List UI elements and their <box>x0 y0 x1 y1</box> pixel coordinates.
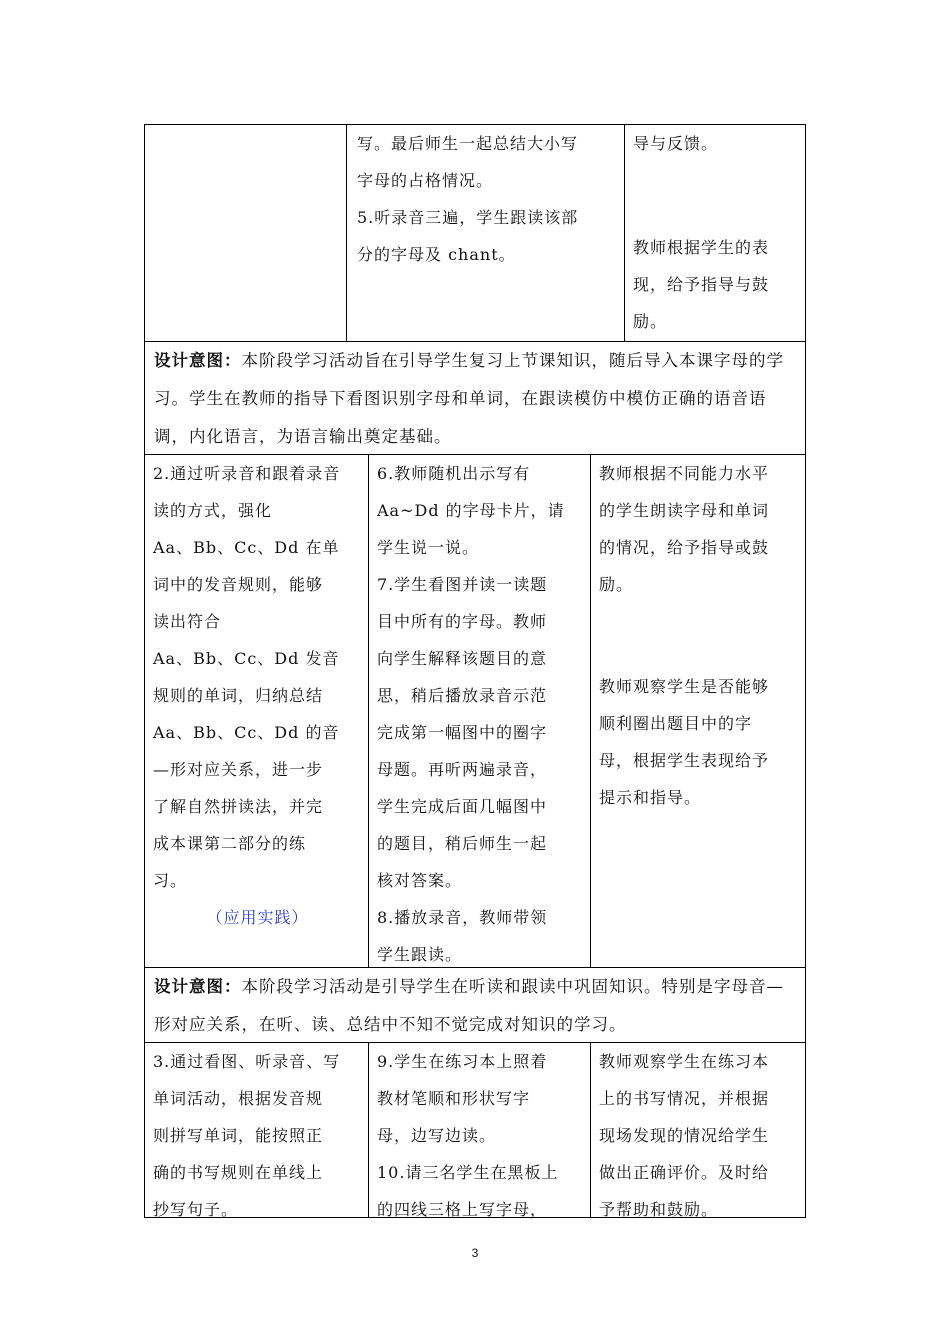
practice-tag: （应用实践） <box>206 908 309 927</box>
goal-cell <box>144 124 347 342</box>
goal-cell <box>144 454 369 968</box>
table-row <box>144 124 806 342</box>
activity-text: 6.教师随机出示写有 Aa~Dd 的字母卡片，请 学生说一说。 7.学生看图并读一读题 目中所有的字母。教师 向学生解释该题目的意 思，稍后播放录音示范 完成第一幅图中的圈字 母题。再听两遍录音， 学生完成后面几幅图中 的题目，稍后师生一起 核对答案。 8.播放录音，教师带领 学生跟读。 <box>377 464 565 964</box>
activity-text: 写。最后师生一起总结大小写 字母的占格情况。 5.听录音三遍，学生跟读该部 分的字母及 chant。 <box>357 134 579 264</box>
table-row <box>144 1042 806 1218</box>
activity-text: 9.学生在练习本上照着 教材笔顺和形状写字 母，边写边读。 10.请三名学生在黑板上 的四线三格上写字母， <box>377 1052 559 1219</box>
assessment-text: 教师根据不同能力水平 的学生朗读字母和单词 的情况，给予指导或鼓 励。 <box>599 464 770 594</box>
design-intent-text: 本阶段学习活动是引导学生在听读和跟读中巩固知识。特别是字母音—形对应关系，在听、读、总结中不知不觉完成对知识的学习。 <box>154 977 784 1034</box>
design-intent-label: 设计意图： <box>154 977 242 996</box>
goal-cell <box>144 1042 369 1218</box>
table-row <box>144 454 806 968</box>
design-intent-row <box>144 967 806 1043</box>
design-intent-text: 本阶段学习活动旨在引导学生复习上节课知识，随后导入本课字母的学习。学生在教师的指导下看图识别字母和单词，在跟读模仿中模仿正确的语音语调，内化语言，为语言输出奠定基础。 <box>154 351 784 446</box>
design-intent-row <box>144 341 806 455</box>
assessment-cell <box>590 1042 806 1218</box>
assessment-text-2: 教师观察学生是否能够 顺利圈出题目中的字 母，根据学生表现给予 提示和指导。 <box>599 677 770 807</box>
assessment-cell <box>590 454 806 968</box>
assessment-cell <box>624 124 806 342</box>
assessment-text: 导与反馈。 <box>633 134 719 153</box>
assessment-text: 教师观察学生在练习本 上的书写情况，并根据 现场发现的情况给学生 做出正确评价。及时给 予帮助和鼓励。 <box>599 1052 770 1219</box>
goal-text: 2.通过听录音和跟着录音 读的方式，强化 Aa、Bb、Cc、Dd 在单 词中的发音规则，能够 读出符合 Aa、Bb、Cc、Dd 发音 规则的单词，归纳总结 Aa、Bb、Cc、Dd 的音 —形对应关系，进一步 了解自然拼读法，并完 成本课第二部分的练 习。 <box>153 464 341 890</box>
activity-cell <box>346 124 625 342</box>
goal-text: 3.通过看图、听录音、写 单词活动，根据发音规 则拼写单词，能按照正 确的书写规则在单线上 抄写句子。 <box>153 1052 341 1219</box>
page-number: 3 <box>471 1246 479 1260</box>
activity-cell <box>368 1042 591 1218</box>
assessment-text-2: 教师根据学生的表 现，给予指导与鼓 励。 <box>633 238 770 331</box>
activity-cell <box>368 454 591 968</box>
design-intent-label: 设计意图： <box>154 351 242 370</box>
